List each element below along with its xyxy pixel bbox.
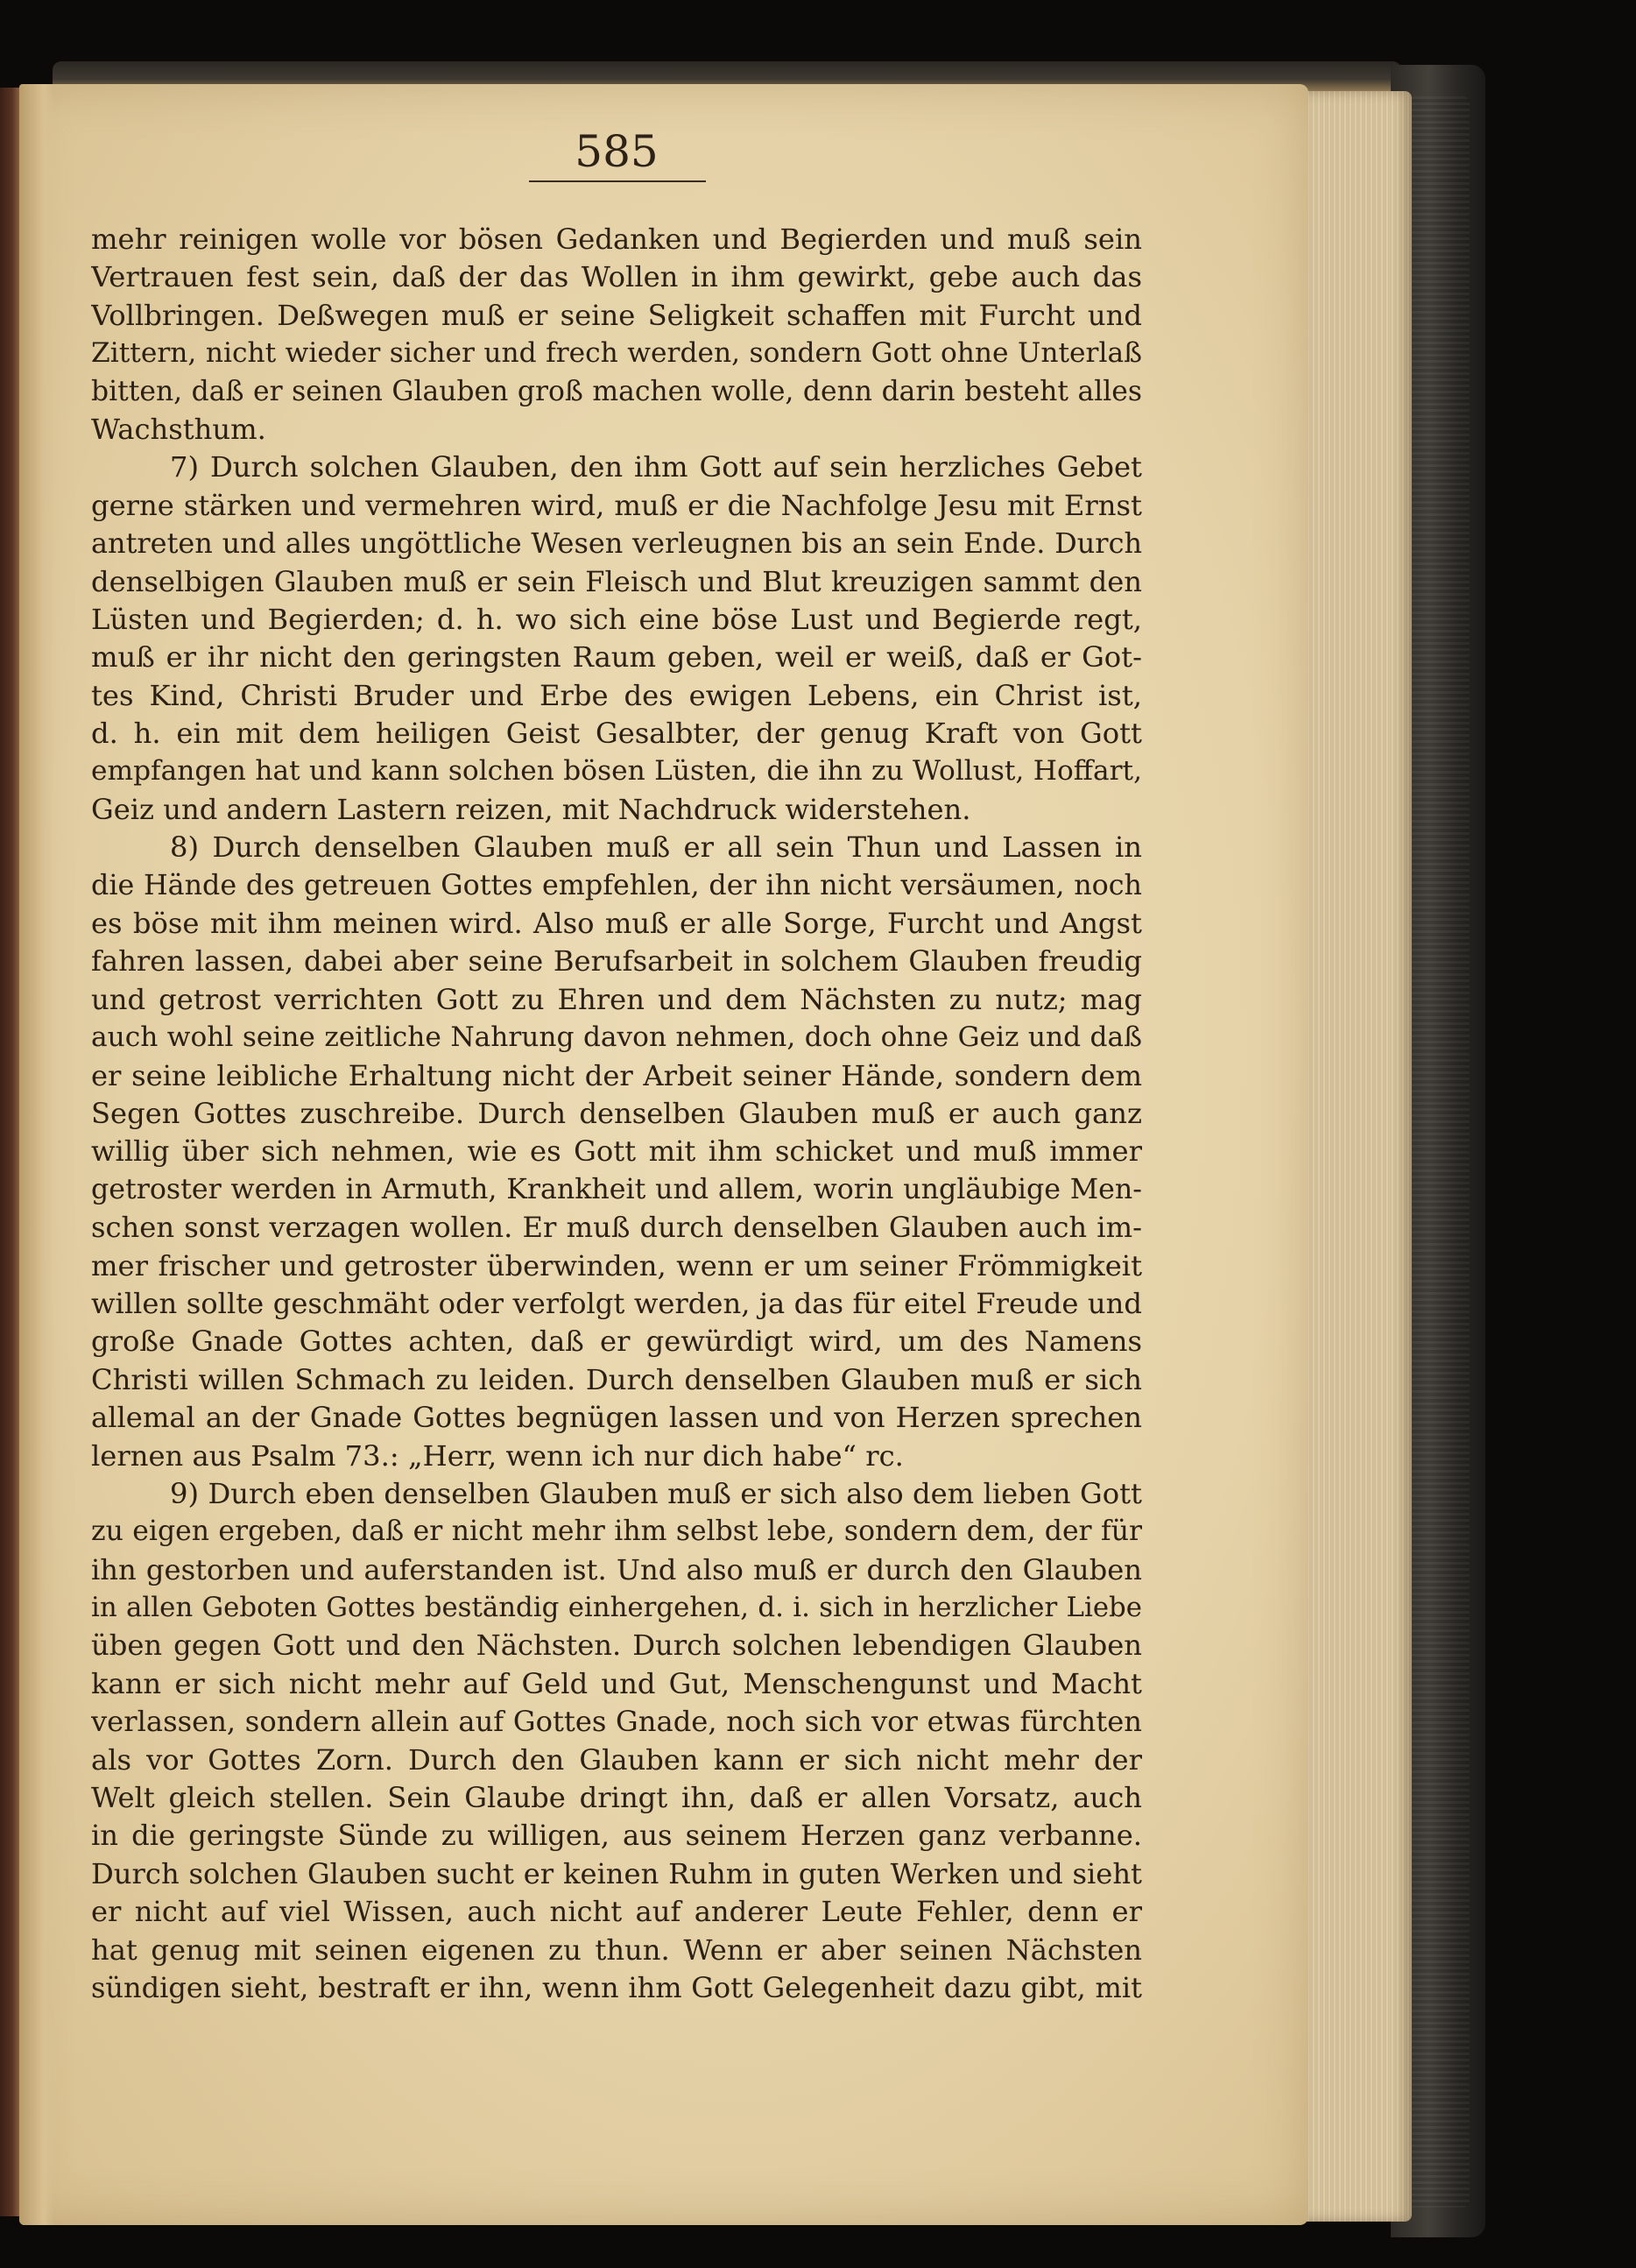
text-line: Vertrauen fest sein, daß der das Wollen in ihm gewirkt, gebe auch das xyxy=(91,260,1142,294)
header-rule xyxy=(529,180,706,182)
text-line: schen sonst verzagen wollen. Er muß durch denselben Glauben auch im- xyxy=(91,1211,1142,1245)
text-line: er seine leibliche Erhaltung nicht der Arbeit seiner Hände, sondern dem xyxy=(91,1058,1142,1092)
text-line: allemal an der Gnade Gottes begnügen lassen und von Herzen sprechen xyxy=(91,1401,1142,1435)
text-line: sündigen sieht, bestraft er ihn, wenn ihm Gott Gelegenheit dazu gibt, mit xyxy=(91,1970,1142,2004)
page-gutter xyxy=(19,84,54,2225)
page-number: 585 xyxy=(575,126,659,177)
text-line: fahren lassen, dabei aber seine Berufsarbeit in solchem Glauben freudig xyxy=(91,944,1142,979)
text-line: als vor Gottes Zorn. Durch den Glauben kann er sich nicht mehr der xyxy=(91,1742,1142,1777)
text-line: in allen Geboten Gottes beständig einhergehen, d. i. sich in herzlicher Liebe xyxy=(91,1592,1142,1624)
text-line: 8) Durch denselben Glauben muß er all sein Thun und Lassen in xyxy=(170,830,1142,865)
text-line: und getrost verrichten Gott zu Ehren und dem Nächsten zu nutz; mag xyxy=(91,982,1142,1016)
text-line: Christi willen Schmach zu leiden. Durch denselben Glauben muß er sich xyxy=(91,1362,1142,1396)
text-line: antreten und alles ungöttliche Wesen verleugnen bis an sein Ende. Durch xyxy=(91,526,1142,561)
text-line: Welt gleich stellen. Sein Glaube dringt ihn, daß er allen Vorsatz, auch xyxy=(91,1781,1142,1815)
text-line: lernen aus Psalm 73.: „Herr, wenn ich nur dich habe“ rc. xyxy=(91,1438,904,1473)
text-line: Zittern, nicht wieder sicher und frech werden, sondern Gott ohne Unterlaß xyxy=(91,337,1142,370)
text-line: hat genug mit seinen eigenen zu thun. Wenn er aber seinen Nächsten xyxy=(91,1932,1142,1967)
text-line: zu eigen ergeben, daß er nicht mehr ihm selbst lebe, sondern dem, der für xyxy=(91,1516,1142,1548)
text-line: 9) Durch eben denselben Glauben muß er sich also dem lieben Gott xyxy=(170,1476,1142,1510)
text-line: es böse mit ihm meinen wird. Also muß er alle Sorge, Furcht und Angst xyxy=(91,907,1142,941)
text-line: willig über sich nehmen, wie es Gott mit ihm schicket und muß immer xyxy=(91,1134,1142,1169)
text-line: in die geringste Sünde zu willigen, aus seinem Herzen ganz verbanne. xyxy=(91,1819,1142,1853)
text-line: die Hände des getreuen Gottes empfehlen, der ihn nicht versäumen, noch xyxy=(91,869,1142,901)
text-line: gerne stärken und vermehren wird, muß er die Nachfolge Jesu mit Ernst xyxy=(91,488,1142,522)
text-line: er nicht auf viel Wissen, auch nicht auf anderer Leute Fehler, denn er xyxy=(91,1895,1142,1929)
text-line: Wachsthum. xyxy=(91,412,266,446)
text-line: Geiz und andern Lastern reizen, mit Nachdruck widerstehen. xyxy=(91,792,971,826)
text-line: 7) Durch solchen Glauben, den ihm Gott auf sein herzliches Gebet xyxy=(170,450,1142,484)
text-line: willen sollte geschmäht oder verfolgt werden, ja das für eitel Freude und xyxy=(91,1286,1142,1320)
text-line: mer frischer und getroster überwinden, wenn er um seiner Frömmigkeit xyxy=(91,1248,1142,1282)
body-text xyxy=(91,221,1142,2007)
text-line: auch wohl seine zeitliche Nahrung davon nehmen, doch ohne Geiz und daß xyxy=(91,1021,1142,1054)
text-line: Segen Gottes zuschreibe. Durch denselben Glauben muß er auch ganz xyxy=(91,1096,1142,1130)
text-line: Lüsten und Begierden; d. h. wo sich eine böse Lust und Begierde regt, xyxy=(91,602,1142,636)
text-line: große Gnade Gottes achten, daß er gewürdigt wird, um des Namens xyxy=(91,1325,1142,1359)
text-line: kann er sich nicht mehr auf Geld und Gut, Menschengunst und Macht xyxy=(91,1666,1142,1700)
text-line: d. h. ein mit dem heiligen Geist Gesalbter, der genug Kraft von Gott xyxy=(91,717,1142,751)
text-line: getroster werden in Armuth, Krankheit und allem, worin ungläubige Men- xyxy=(91,1173,1142,1205)
text-line: üben gegen Gott und den Nächsten. Durch solchen lebendigen Glauben xyxy=(91,1629,1142,1663)
text-line: Vollbringen. Deßwegen muß er seine Seligkeit schaffen mit Furcht und xyxy=(91,298,1142,332)
text-line: tes Kind, Christi Bruder und Erbe des ewigen Lebens, ein Christ ist, xyxy=(91,678,1142,712)
cover-texture xyxy=(1408,96,1470,2208)
text-line: bitten, daß er seinen Glauben groß machen wolle, denn darin besteht alles xyxy=(91,375,1142,407)
page-block-edges xyxy=(1305,91,1412,2222)
text-line: empfangen hat und kann solchen bösen Lüsten, die ihn zu Wollust, Hoffart, xyxy=(91,755,1142,788)
text-line: ihn gestorben und auferstanden ist. Und also muß er durch den Glauben xyxy=(91,1552,1142,1586)
text-line: mehr reinigen wolle vor bösen Gedanken und Begierden und muß sein xyxy=(91,223,1142,256)
text-line: muß er ihr nicht den geringsten Raum geben, weil er weiß, daß er Got- xyxy=(91,640,1142,675)
text-line: verlassen, sondern allein auf Gottes Gnade, noch sich vor etwas fürchten xyxy=(91,1705,1142,1739)
text-line: Durch solchen Glauben sucht er keinen Ruhm in guten Werken und sieht xyxy=(91,1856,1142,1890)
text-line: denselbigen Glauben muß er sein Fleisch und Blut kreuzigen sammt den xyxy=(91,564,1142,598)
